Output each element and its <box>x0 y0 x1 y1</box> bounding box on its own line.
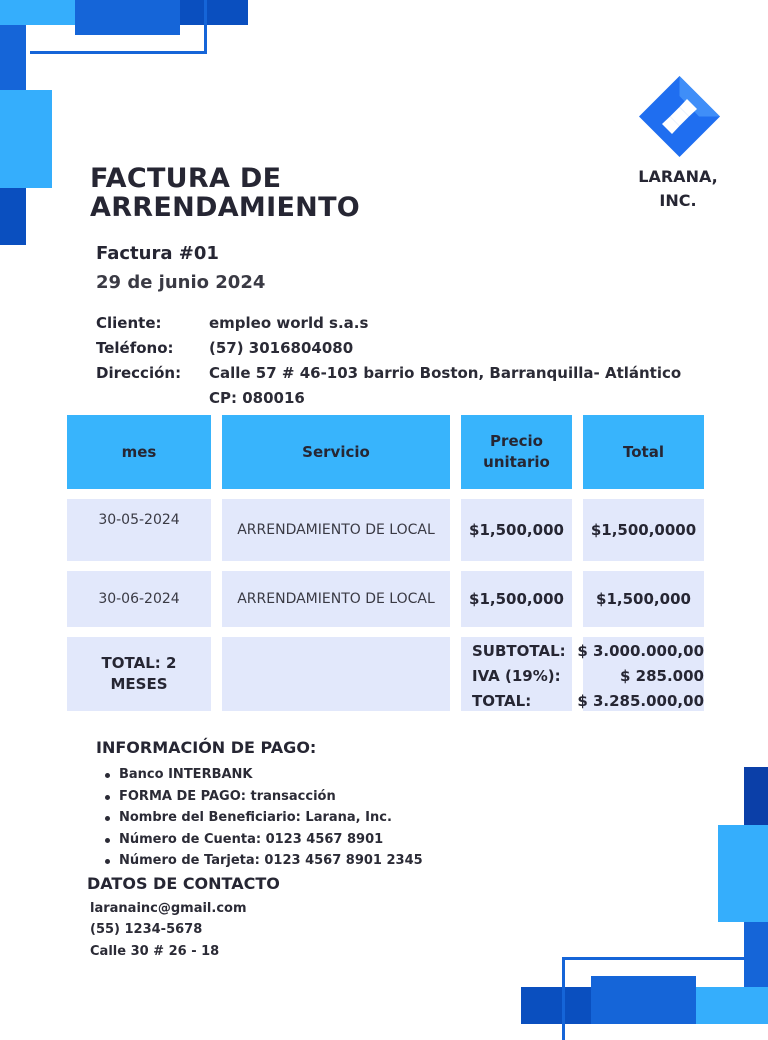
table-row-2-mes: 30-06-2024 <box>67 571 211 627</box>
table-row-1-mes: 30-05-2024 <box>67 499 211 561</box>
phone-label: Teléfono: <box>96 339 174 357</box>
contact-title: DATOS DE CONTACTO <box>87 874 280 893</box>
list-item: Nombre del Beneficiario: Larana, Inc. <box>103 807 423 829</box>
client-label: Cliente: <box>96 314 162 332</box>
empty-servicio-cell <box>222 637 450 711</box>
total-months-line2: MESES <box>110 675 168 693</box>
phone-value: (57) 3016804080 <box>209 339 354 357</box>
subtotal-label: SUBTOTAL: <box>472 642 566 660</box>
list-item: FORMA DE PAGO: transacción <box>103 786 423 808</box>
company-logo <box>637 74 722 159</box>
payment-list <box>103 764 423 872</box>
payment-title: INFORMACIÓN DE PAGO: <box>96 738 317 757</box>
decor-block-top-left-4 <box>0 25 26 90</box>
subtotal-value: $ 3.000.000,00 <box>577 642 704 660</box>
iva-value: $ 285.000 <box>620 667 704 685</box>
decor-block-top-left-6 <box>0 188 26 245</box>
header-mes: mes <box>67 415 211 489</box>
list-item: Número de Cuenta: 0123 4567 8901 <box>103 829 423 851</box>
document-title-line2: ARRENDAMIENTO <box>90 192 361 223</box>
table-row-2-total: $1,500,000 <box>583 571 704 627</box>
company-name <box>626 165 730 213</box>
document-title-line1: FACTURA DE <box>90 163 282 194</box>
contact-address: Calle 30 # 26 - 18 <box>90 944 220 959</box>
header-total: Total <box>583 415 704 489</box>
decor-block-bottom-right-2 <box>718 825 768 922</box>
decor-block-bottom-right-1 <box>744 767 768 825</box>
address-value: Calle 57 # 46-103 barrio Boston, Barranquilla- Atlántico <box>209 364 682 382</box>
invoice-number: Factura #01 <box>96 243 219 264</box>
invoice-date: 29 de junio 2024 <box>96 272 266 293</box>
decor-outline-bottom-right <box>562 957 768 1040</box>
document-title <box>90 164 360 222</box>
table-row-2-servicio: ARRENDAMIENTO DE LOCAL <box>222 571 450 627</box>
total-label: TOTAL: <box>472 692 532 710</box>
decor-outline-top-left <box>30 0 207 54</box>
table-row-1-total: $1,500,0000 <box>583 499 704 561</box>
total-months-cell <box>67 637 211 711</box>
total-months-line1: TOTAL: 2 <box>101 654 177 672</box>
table-row-1-servicio: ARRENDAMIENTO DE LOCAL <box>222 499 450 561</box>
address-label: Dirección: <box>96 364 182 382</box>
diamond-logo-icon <box>637 74 722 159</box>
total-value: $ 3.285.000,00 <box>577 692 704 710</box>
company-name-line1: LARANA, <box>638 167 718 186</box>
iva-label: IVA (19%): <box>472 667 561 685</box>
header-precio-unitario: Precio unitario <box>461 415 572 489</box>
decor-block-top-left-5 <box>0 90 52 188</box>
table-row-1-precio: $1,500,000 <box>461 499 572 561</box>
header-servicio: Servicio <box>222 415 450 489</box>
contact-phone: (55) 1234-5678 <box>90 922 203 937</box>
contact-email: laranainc@gmail.com <box>90 901 247 916</box>
list-item: Número de Tarjeta: 0123 4567 8901 2345 <box>103 850 423 872</box>
list-item: Banco INTERBANK <box>103 764 423 786</box>
client-value: empleo world s.a.s <box>209 314 369 332</box>
company-name-line2: INC. <box>659 191 697 210</box>
table-row-2-precio: $1,500,000 <box>461 571 572 627</box>
postal-code: CP: 080016 <box>209 389 305 407</box>
